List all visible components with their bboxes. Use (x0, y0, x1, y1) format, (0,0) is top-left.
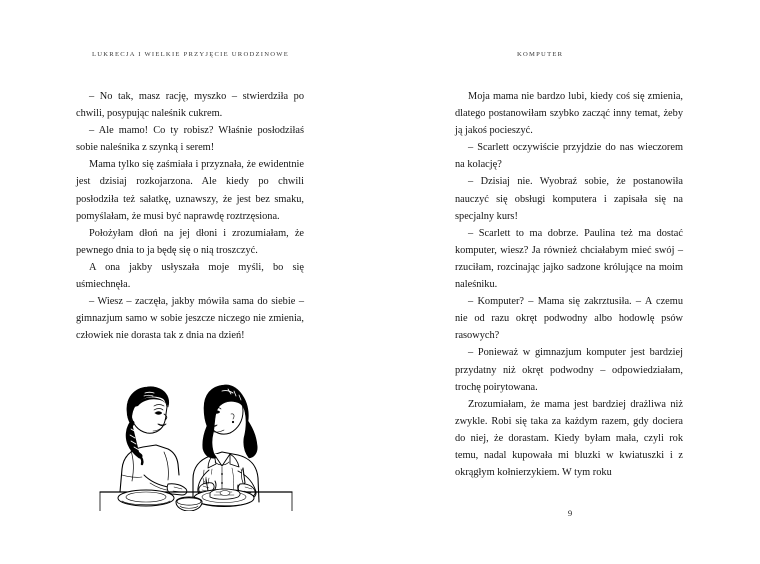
paragraph: Moja mama nie bardzo lubi, kiedy coś się zmienia, dlatego postanowiłam szybko zacząć inny temat, żeby ją jakoś pocieszyć. (455, 91, 683, 137)
two-girls-at-table-illustration (98, 371, 294, 511)
running-head-left: LUKRECJA I WIELKIE PRZYJĘCIE URODZINOWE (92, 51, 289, 58)
paragraph: – Wiesz – zaczęła, jakby mówiła sama do siebie – gimnazjum samo w sobie jeszcze niczego nie zmienia, człowiek nie dorasta tak z dnia na dzień! (76, 296, 304, 342)
paragraph: – Scarlett to ma dobrze. Paulina też ma dostać komputer, wiesz? Ja również chciałabym mieć swój – rzuciłam, rozcinając jajko sadzone królujące na moim naleśniku. (455, 227, 683, 291)
paragraph: – Ponieważ w gimnazjum komputer jest bardziej przydatny niż okręt podwodny – odpowiedziałam, trochę poirytowana. (455, 347, 683, 393)
paragraph: Mama tylko się zaśmiała i przyznała, że ewidentnie jest dzisiaj rozkojarzona. Ale kiedy po chwili posłodziła też sałatkę, uznawszy, że jest bez smaku, pomyślałam, że musi być naprawdę roztrzęsiona. (76, 159, 304, 222)
paragraph: – Dzisiaj nie. Wyobraź sobie, że postanowiła nauczyć się obsługi komputera i zapisała się na specjalny kurs! (455, 176, 683, 222)
paragraph: – Komputer? – Mama się zakrztusiła. – A czemu nie od razu okręt podwodny albo hodowlę psów rasowych? (455, 296, 683, 342)
paragraph: – Scarlett oczywiście przyjdzie do nas wieczorem na kolację? (455, 142, 683, 171)
right-page-text-column (455, 88, 683, 481)
paragraph: Położyłam dłoń na jej dłoni i zrozumiałam, że pewnego dnia to ja będę się o nią troszczyć. (76, 227, 304, 256)
page-number: 9 (567, 508, 573, 518)
running-head-right: KOMPUTER (517, 51, 564, 58)
paragraph: – No tak, masz rację, myszko – stwierdziła po chwili, posypując naleśnik cukrem. (76, 91, 304, 120)
paragraph: Zrozumiałam, że mama jest bardziej drażliwa niż zwykle. Robi się taka za każdym razem, gdy dociera do niej, że dorastam. Kiedy byłam mała, czyli rok temu, nadal kupowała mi bluzki w kwiatuszki i z okrągłym kołnierzykiem. W tym roku (455, 398, 683, 479)
paragraph: – Ale mamo! Co ty robisz? Właśnie posłodziłaś sobie naleśnika z szynką i serem! (76, 125, 304, 154)
left-page-text-column (76, 88, 304, 344)
paragraph: A ona jakby usłyszała moje myśli, bo się uśmiechnęła. (76, 261, 304, 291)
right-page (380, 0, 760, 564)
